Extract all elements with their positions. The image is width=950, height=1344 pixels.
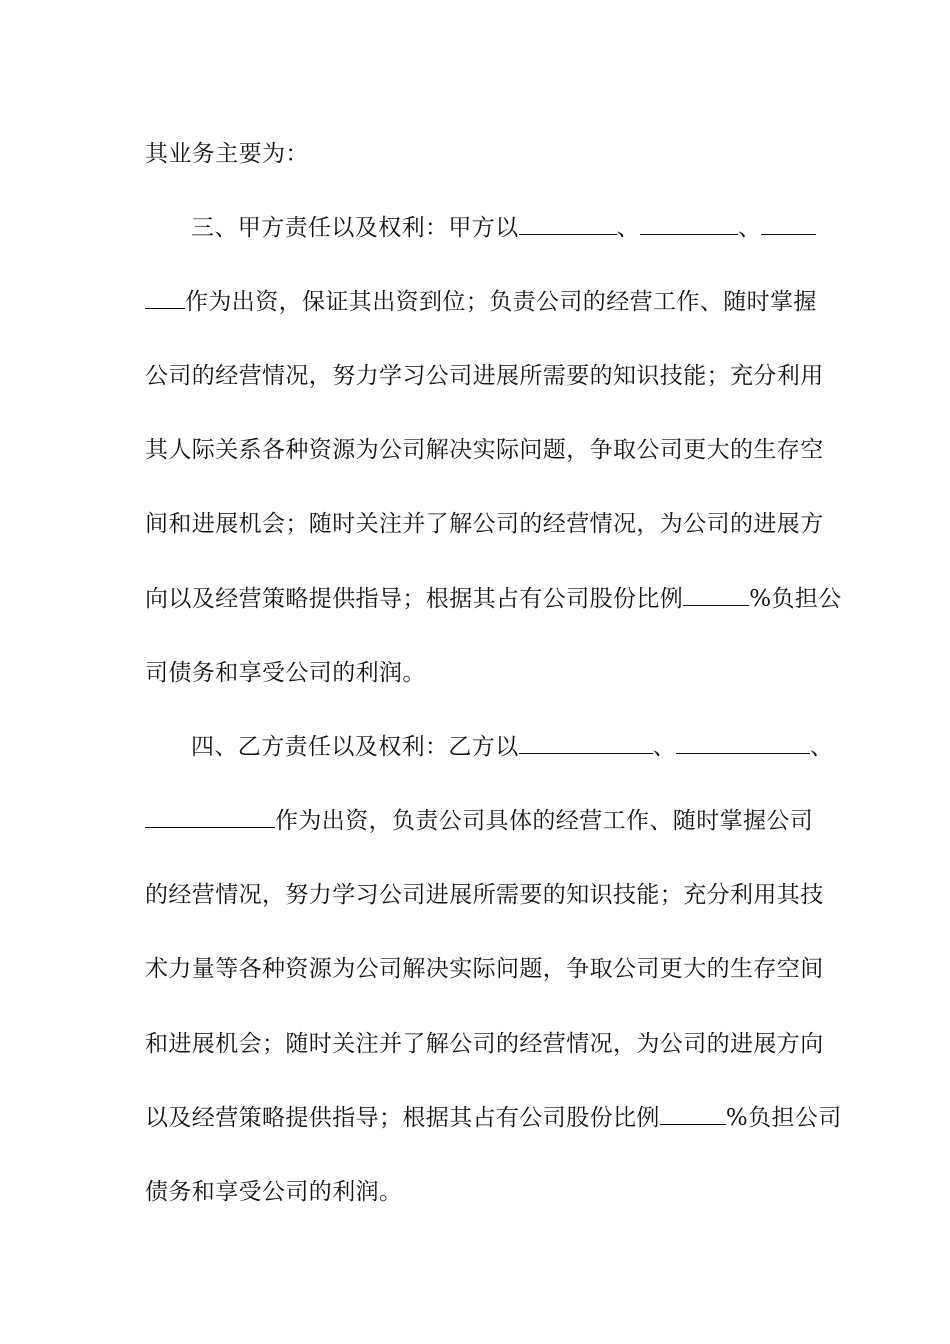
line-text: 其人际关系各种资源为公司解决实际问题，争取公司更大的生存空: [145, 437, 824, 463]
fill-blank[interactable]: [640, 214, 738, 235]
line-text: 作为出资，负责公司具体的经营工作、随时掌握公司: [275, 808, 814, 834]
line-text: 的经营情况，努力学习公司进展所需要的知识技能；充分利用其技: [145, 882, 824, 908]
clause-three-prefix: 三、甲方责任以及权利：甲方以: [191, 215, 519, 241]
line-text: 作为出资，保证其出资到位；负责公司的经营工作、随时掌握: [185, 289, 817, 315]
line-text: 以及经营策略提供指导；根据其占有公司股份比例: [145, 1105, 660, 1131]
paragraph-line: [145, 584, 842, 614]
fill-blank[interactable]: [761, 214, 816, 235]
clause-four-prefix: 四、乙方责任以及权利：乙方以: [191, 734, 519, 760]
line-text: 间和进展机会；随时关注并了解公司的经营情况，为公司的进展方: [145, 511, 824, 537]
separator: 、: [616, 215, 641, 241]
paragraph-line: [145, 806, 814, 836]
fill-blank[interactable]: [145, 807, 275, 828]
line-text: 术力量等各种资源为公司解决实际问题，争取公司更大的生存空间: [145, 956, 824, 982]
fill-blank[interactable]: [519, 214, 617, 235]
line-text: 和进展机会；随时关注并了解公司的经营情况，为公司的进展方向: [145, 1031, 824, 1057]
fill-blank[interactable]: [519, 733, 653, 754]
paragraph-line: [145, 954, 824, 984]
line-text: 其业务主要为：: [145, 141, 309, 167]
separator: 、: [810, 734, 834, 760]
line-text: 公司的经营情况，努力学习公司进展所需要的知识技能；充分利用: [145, 363, 824, 389]
paragraph-line: [145, 658, 810, 688]
paragraph-line: [145, 509, 824, 539]
line-text: 向以及经营策略提供指导；根据其占有公司股份比例: [145, 586, 684, 612]
separator: 、: [652, 734, 677, 760]
fill-blank[interactable]: [676, 733, 810, 754]
fill-blank[interactable]: [145, 288, 185, 309]
clause-four-heading-line: [191, 732, 834, 762]
paragraph-line: [145, 361, 824, 391]
paragraph-line: [145, 435, 824, 465]
paragraph-line: [145, 287, 817, 317]
line-text: 债务和享受公司的利润。: [145, 1179, 403, 1205]
paragraph-line: [145, 1103, 842, 1133]
line-text: %负担公司: [725, 1105, 842, 1131]
paragraph-line: [145, 139, 810, 169]
paragraph-line: [145, 1029, 824, 1059]
line-text: 司债务和享受公司的利润。: [145, 660, 426, 686]
clause-three-heading-line: [191, 213, 811, 243]
fill-blank[interactable]: [660, 1104, 726, 1125]
paragraph-line: [145, 880, 824, 910]
fill-blank[interactable]: [683, 585, 749, 606]
line-text: %负担公: [749, 586, 842, 612]
paragraph-line: [145, 1177, 810, 1207]
separator: 、: [738, 215, 762, 241]
